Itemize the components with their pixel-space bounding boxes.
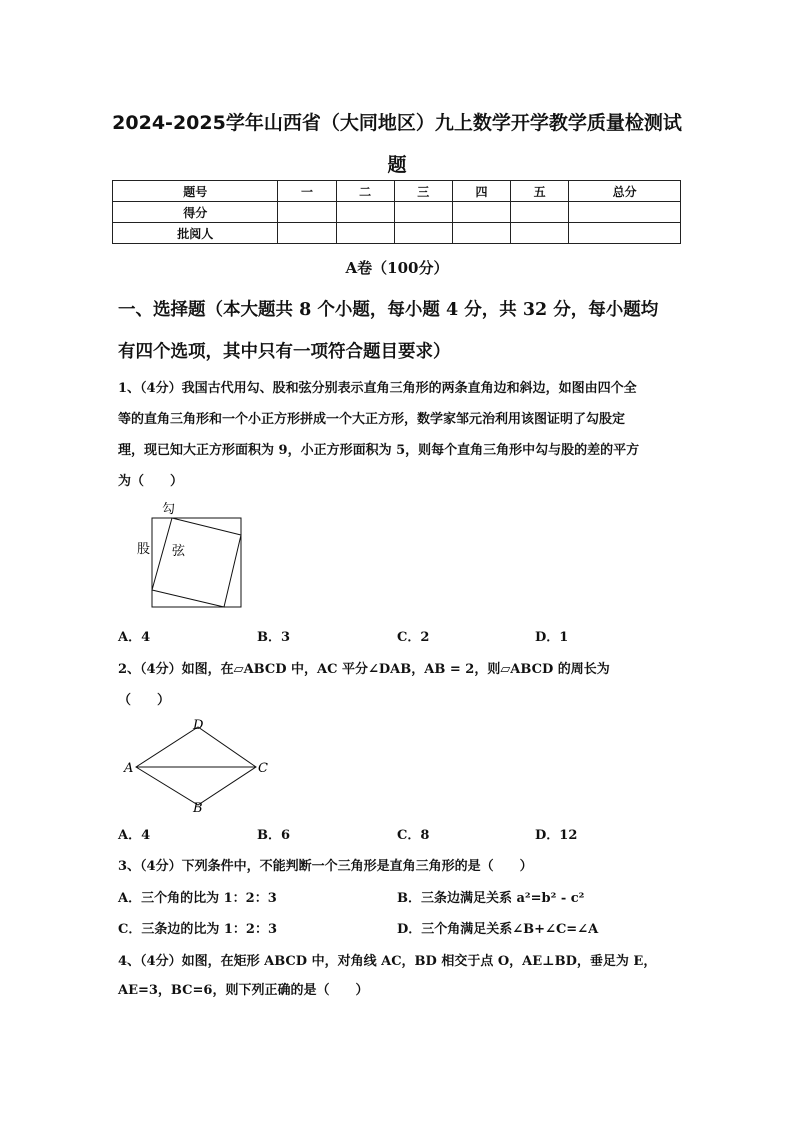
title-line-2: 题 — [387, 154, 407, 176]
section-heading-line-2: 有四个选项，其中只有一项符合题目要求） — [118, 342, 451, 362]
table-cell: 一 — [278, 181, 336, 202]
q2-option-b[interactable]: B．6 — [257, 828, 291, 843]
label-c: C — [258, 761, 268, 776]
table-row — [113, 223, 681, 244]
table-cell: 三 — [394, 181, 452, 202]
q3-option-a[interactable]: A．三个角的比为 1：2：3 — [118, 891, 277, 906]
q4-line: 4、（4分）如图，在矩形 ABCD 中，对角线 AC，BD 相交于点 O，AE⊥BD，垂足为 E， — [118, 954, 657, 969]
q2-line: 2、（4分）如图，在▱ABCD 中，AC 平分∠DAB，AB = 2，则▱ABCD 的周长为 — [118, 662, 610, 677]
q2-line: （ ） — [118, 693, 171, 708]
table-cell — [511, 223, 569, 244]
q3-option-c[interactable]: C．三条边的比为 1：2：3 — [118, 922, 278, 937]
table-cell — [394, 202, 452, 223]
q4-line: AE=3，BC=6，则下列正确的是（ ） — [118, 983, 369, 998]
label-xian: 弦 — [172, 544, 186, 559]
q1-line: 理，现已知大正方形面积为 9，小正方形面积为 5，则每个直角三角形中勾与股的差的平方 — [118, 443, 640, 458]
table-cell — [336, 223, 394, 244]
table-cell — [452, 223, 510, 244]
q2-option-c[interactable]: C．8 — [397, 828, 430, 843]
q2-option-a[interactable]: A．4 — [118, 828, 151, 843]
q1-figure — [130, 495, 260, 615]
q1-option-b[interactable]: B．3 — [257, 630, 291, 645]
label-a: A — [124, 761, 134, 776]
rhombus — [136, 727, 256, 805]
table-cell: 得分 — [113, 202, 278, 223]
label-d: D — [193, 718, 204, 733]
q2-figure — [118, 715, 278, 815]
small-square — [152, 518, 241, 607]
q1-line: 等的直角三角形和一个小正方形拼成一个大正方形，数学家邹元治利用该图证明了勾股定 — [118, 412, 626, 427]
table-cell — [336, 202, 394, 223]
score-table — [112, 180, 681, 244]
label-gu: 股 — [137, 542, 151, 557]
table-cell: 四 — [452, 181, 510, 202]
table-cell — [278, 223, 336, 244]
q1-option-a[interactable]: A．4 — [118, 630, 151, 645]
title-line-1: 2024-2025学年山西省（大同地区）九上数学开学教学质量检测试 — [112, 112, 682, 134]
q3-option-d[interactable]: D．三个角满足关系∠B+∠C=∠A — [397, 922, 599, 937]
label-b: B — [193, 801, 203, 815]
table-row — [113, 202, 681, 223]
q3-option-b[interactable]: B．三条边满足关系 a²=b² - c² — [397, 891, 585, 906]
table-cell: 题号 — [113, 181, 278, 202]
table-cell: 总分 — [569, 181, 681, 202]
q1-option-d[interactable]: D．1 — [535, 630, 569, 645]
q1-option-c[interactable]: C．2 — [397, 630, 430, 645]
q1-line: 1、（4分）我国古代用勾、股和弦分别表示直角三角形的两条直角边和斜边，如图由四个全 — [118, 381, 637, 396]
table-cell — [394, 223, 452, 244]
table-cell — [569, 223, 681, 244]
table-cell: 批阅人 — [113, 223, 278, 244]
table-row — [113, 181, 681, 202]
q1-line: 为（ ） — [118, 474, 184, 489]
label-gou: 勾 — [162, 502, 176, 517]
table-cell — [278, 202, 336, 223]
table-cell — [511, 202, 569, 223]
table-cell: 二 — [336, 181, 394, 202]
q2-option-d[interactable]: D．12 — [535, 828, 578, 843]
paper-a-heading: A卷（100分） — [345, 259, 449, 277]
q3-line: 3、（4分）下列条件中，不能判断一个三角形是直角三角形的是（ ） — [118, 859, 533, 874]
table-cell — [452, 202, 510, 223]
table-cell — [569, 202, 681, 223]
table-cell: 五 — [511, 181, 569, 202]
section-heading-line-1: 一、选择题（本大题共 8 个小题，每小题 4 分，共 32 分，每小题均 — [118, 300, 659, 320]
